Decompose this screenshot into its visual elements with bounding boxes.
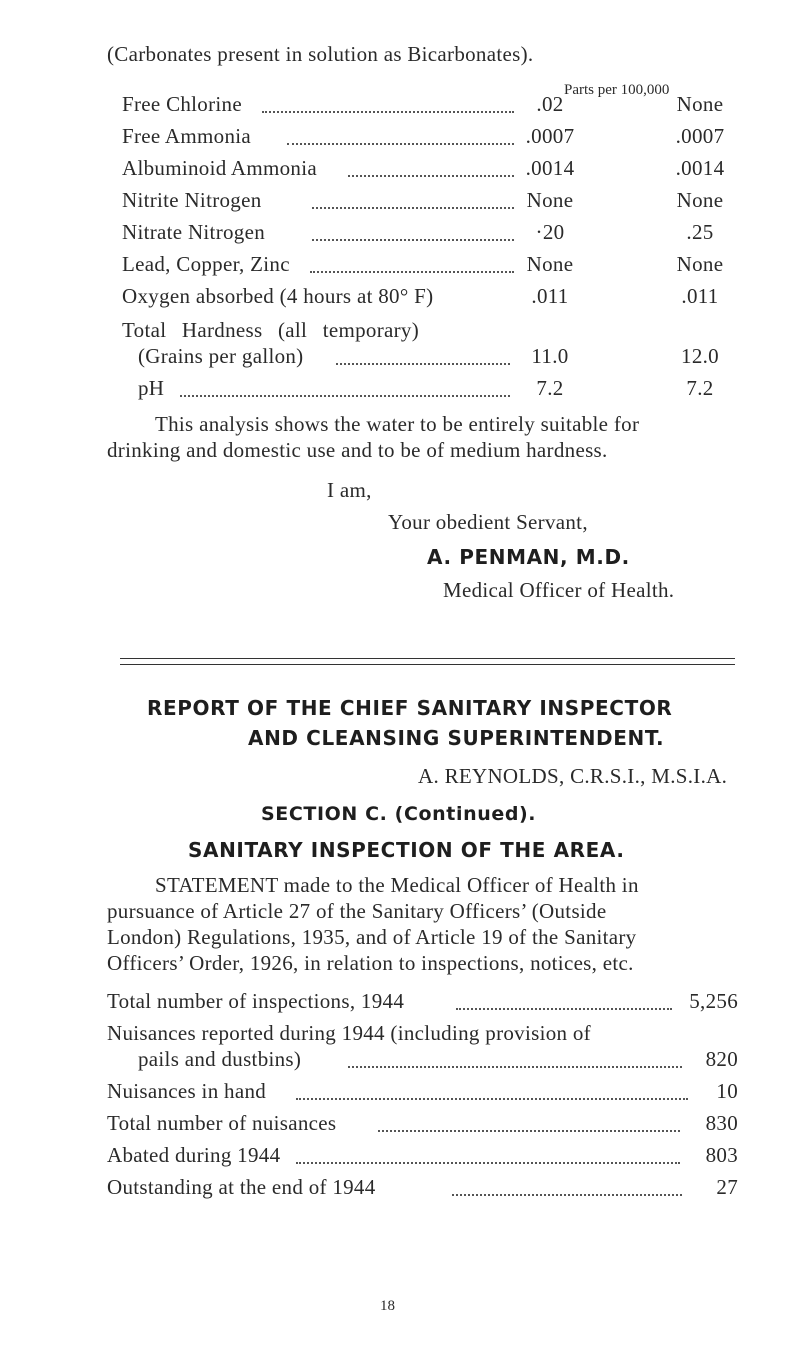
dot-leader xyxy=(348,175,514,177)
analysis-row-label: pH xyxy=(138,376,165,400)
statement-line: London) Regulations, 1935, and of Article 19 of the Sanitary xyxy=(107,925,637,949)
dot-leader xyxy=(296,1098,688,1100)
stat-value: 27 xyxy=(716,1175,738,1199)
stat-label: Nuisances in hand xyxy=(107,1079,267,1103)
stat-label: Outstanding at the end of 1944 xyxy=(107,1175,376,1199)
statement-line: pursuance of Article 27 of the Sanitary Officers’ (Outside xyxy=(107,899,607,923)
analysis-row-value: ·20 xyxy=(535,220,565,244)
dot-leader xyxy=(378,1130,680,1132)
dot-leader xyxy=(180,395,510,397)
closing: I am, xyxy=(327,478,372,502)
stat-value: 10 xyxy=(716,1079,738,1103)
stat-value: 830 xyxy=(705,1111,738,1135)
analysis-row-value: .011 xyxy=(681,284,719,308)
analysis-row-label: Nitrite Nitrogen xyxy=(122,188,262,212)
stat-value: 5,256 xyxy=(689,989,738,1013)
separator-rule xyxy=(120,664,735,665)
separator-rule xyxy=(120,658,735,659)
analysis-row-value: 7.2 xyxy=(686,376,714,400)
analysis-row-label: Albuminoid Ammonia xyxy=(122,156,317,180)
analysis-row-value: .0007 xyxy=(675,124,725,148)
stat-value: 803 xyxy=(705,1143,738,1167)
section-heading: SECTION C. (Continued). xyxy=(261,803,537,825)
dot-leader xyxy=(348,1066,682,1068)
signatory-title: Medical Officer of Health. xyxy=(443,578,675,602)
report-title-line-2: AND CLEANSING SUPERINTENDENT. xyxy=(248,726,665,750)
analysis-row-value: .0014 xyxy=(525,156,575,180)
analysis-row-value: 11.0 xyxy=(531,344,569,368)
statement-line: STATEMENT made to the Medical Officer of Health in xyxy=(155,873,639,897)
analysis-row-label: Free Chlorine xyxy=(122,92,242,116)
dot-leader xyxy=(310,271,514,273)
inspector-name: A. REYNOLDS, C.R.S.I., M.S.I.A. xyxy=(418,764,728,788)
section-subheading: SANITARY INSPECTION OF THE AREA. xyxy=(188,838,625,862)
stat-label-continued: pails and dustbins) xyxy=(138,1047,302,1071)
page-number: 18 xyxy=(380,1298,395,1314)
analysis-row-label: Free Ammonia xyxy=(122,124,251,148)
analysis-row-value: None xyxy=(526,252,574,276)
stat-value: 820 xyxy=(705,1047,738,1071)
analysis-row-label: Lead, Copper, Zinc xyxy=(122,252,290,276)
analysis-row-value: 7.2 xyxy=(536,376,564,400)
analysis-row-value: .02 xyxy=(536,92,564,116)
analysis-row-value: .011 xyxy=(531,284,569,308)
analysis-row-value: None xyxy=(676,188,724,212)
signatory-name: A. PENMAN, M.D. xyxy=(427,545,630,569)
conclusion-line-1: This analysis shows the water to be entirely suitable for xyxy=(155,412,640,436)
dot-leader xyxy=(287,143,514,145)
dot-leader xyxy=(296,1162,680,1164)
sign-off: Your obedient Servant, xyxy=(388,510,588,534)
analysis-row-label: Oxygen absorbed (4 hours at 80° F) xyxy=(122,284,434,308)
conclusion-line-2: drinking and domestic use and to be of medium hardness. xyxy=(107,438,608,462)
analysis-row-label: Nitrate Nitrogen xyxy=(122,220,266,244)
analysis-row-value: .0014 xyxy=(675,156,725,180)
dot-leader xyxy=(456,1008,672,1010)
dot-leader xyxy=(312,207,514,209)
stat-label: Abated during 1944 xyxy=(107,1143,281,1167)
dot-leader xyxy=(452,1194,682,1196)
analysis-row-value: .25 xyxy=(686,220,714,244)
dot-leader xyxy=(312,239,514,241)
stat-label: Nuisances reported during 1944 (including provision of xyxy=(107,1021,591,1045)
analysis-row-label: Total Hardness (all temporary) xyxy=(122,318,420,342)
units-header: Parts per 100,000 xyxy=(564,82,670,98)
analysis-row-value: None xyxy=(676,92,724,116)
analysis-row-value: 12.0 xyxy=(681,344,719,368)
report-title-line-1: REPORT OF THE CHIEF SANITARY INSPECTOR xyxy=(147,696,673,720)
analysis-row-value: None xyxy=(676,252,724,276)
analysis-intro: (Carbonates present in solution as Bicarbonates). xyxy=(107,42,534,66)
statement-line: Officers’ Order, 1926, in relation to inspections, notices, etc. xyxy=(107,951,634,975)
analysis-row-value: None xyxy=(526,188,574,212)
stat-label: Total number of inspections, 1944 xyxy=(107,989,405,1013)
analysis-row-value: .0007 xyxy=(525,124,575,148)
dot-leader xyxy=(336,363,510,365)
dot-leader xyxy=(262,111,514,113)
analysis-row-label-continued: (Grains per gallon) xyxy=(138,344,304,368)
stat-label: Total number of nuisances xyxy=(107,1111,337,1135)
